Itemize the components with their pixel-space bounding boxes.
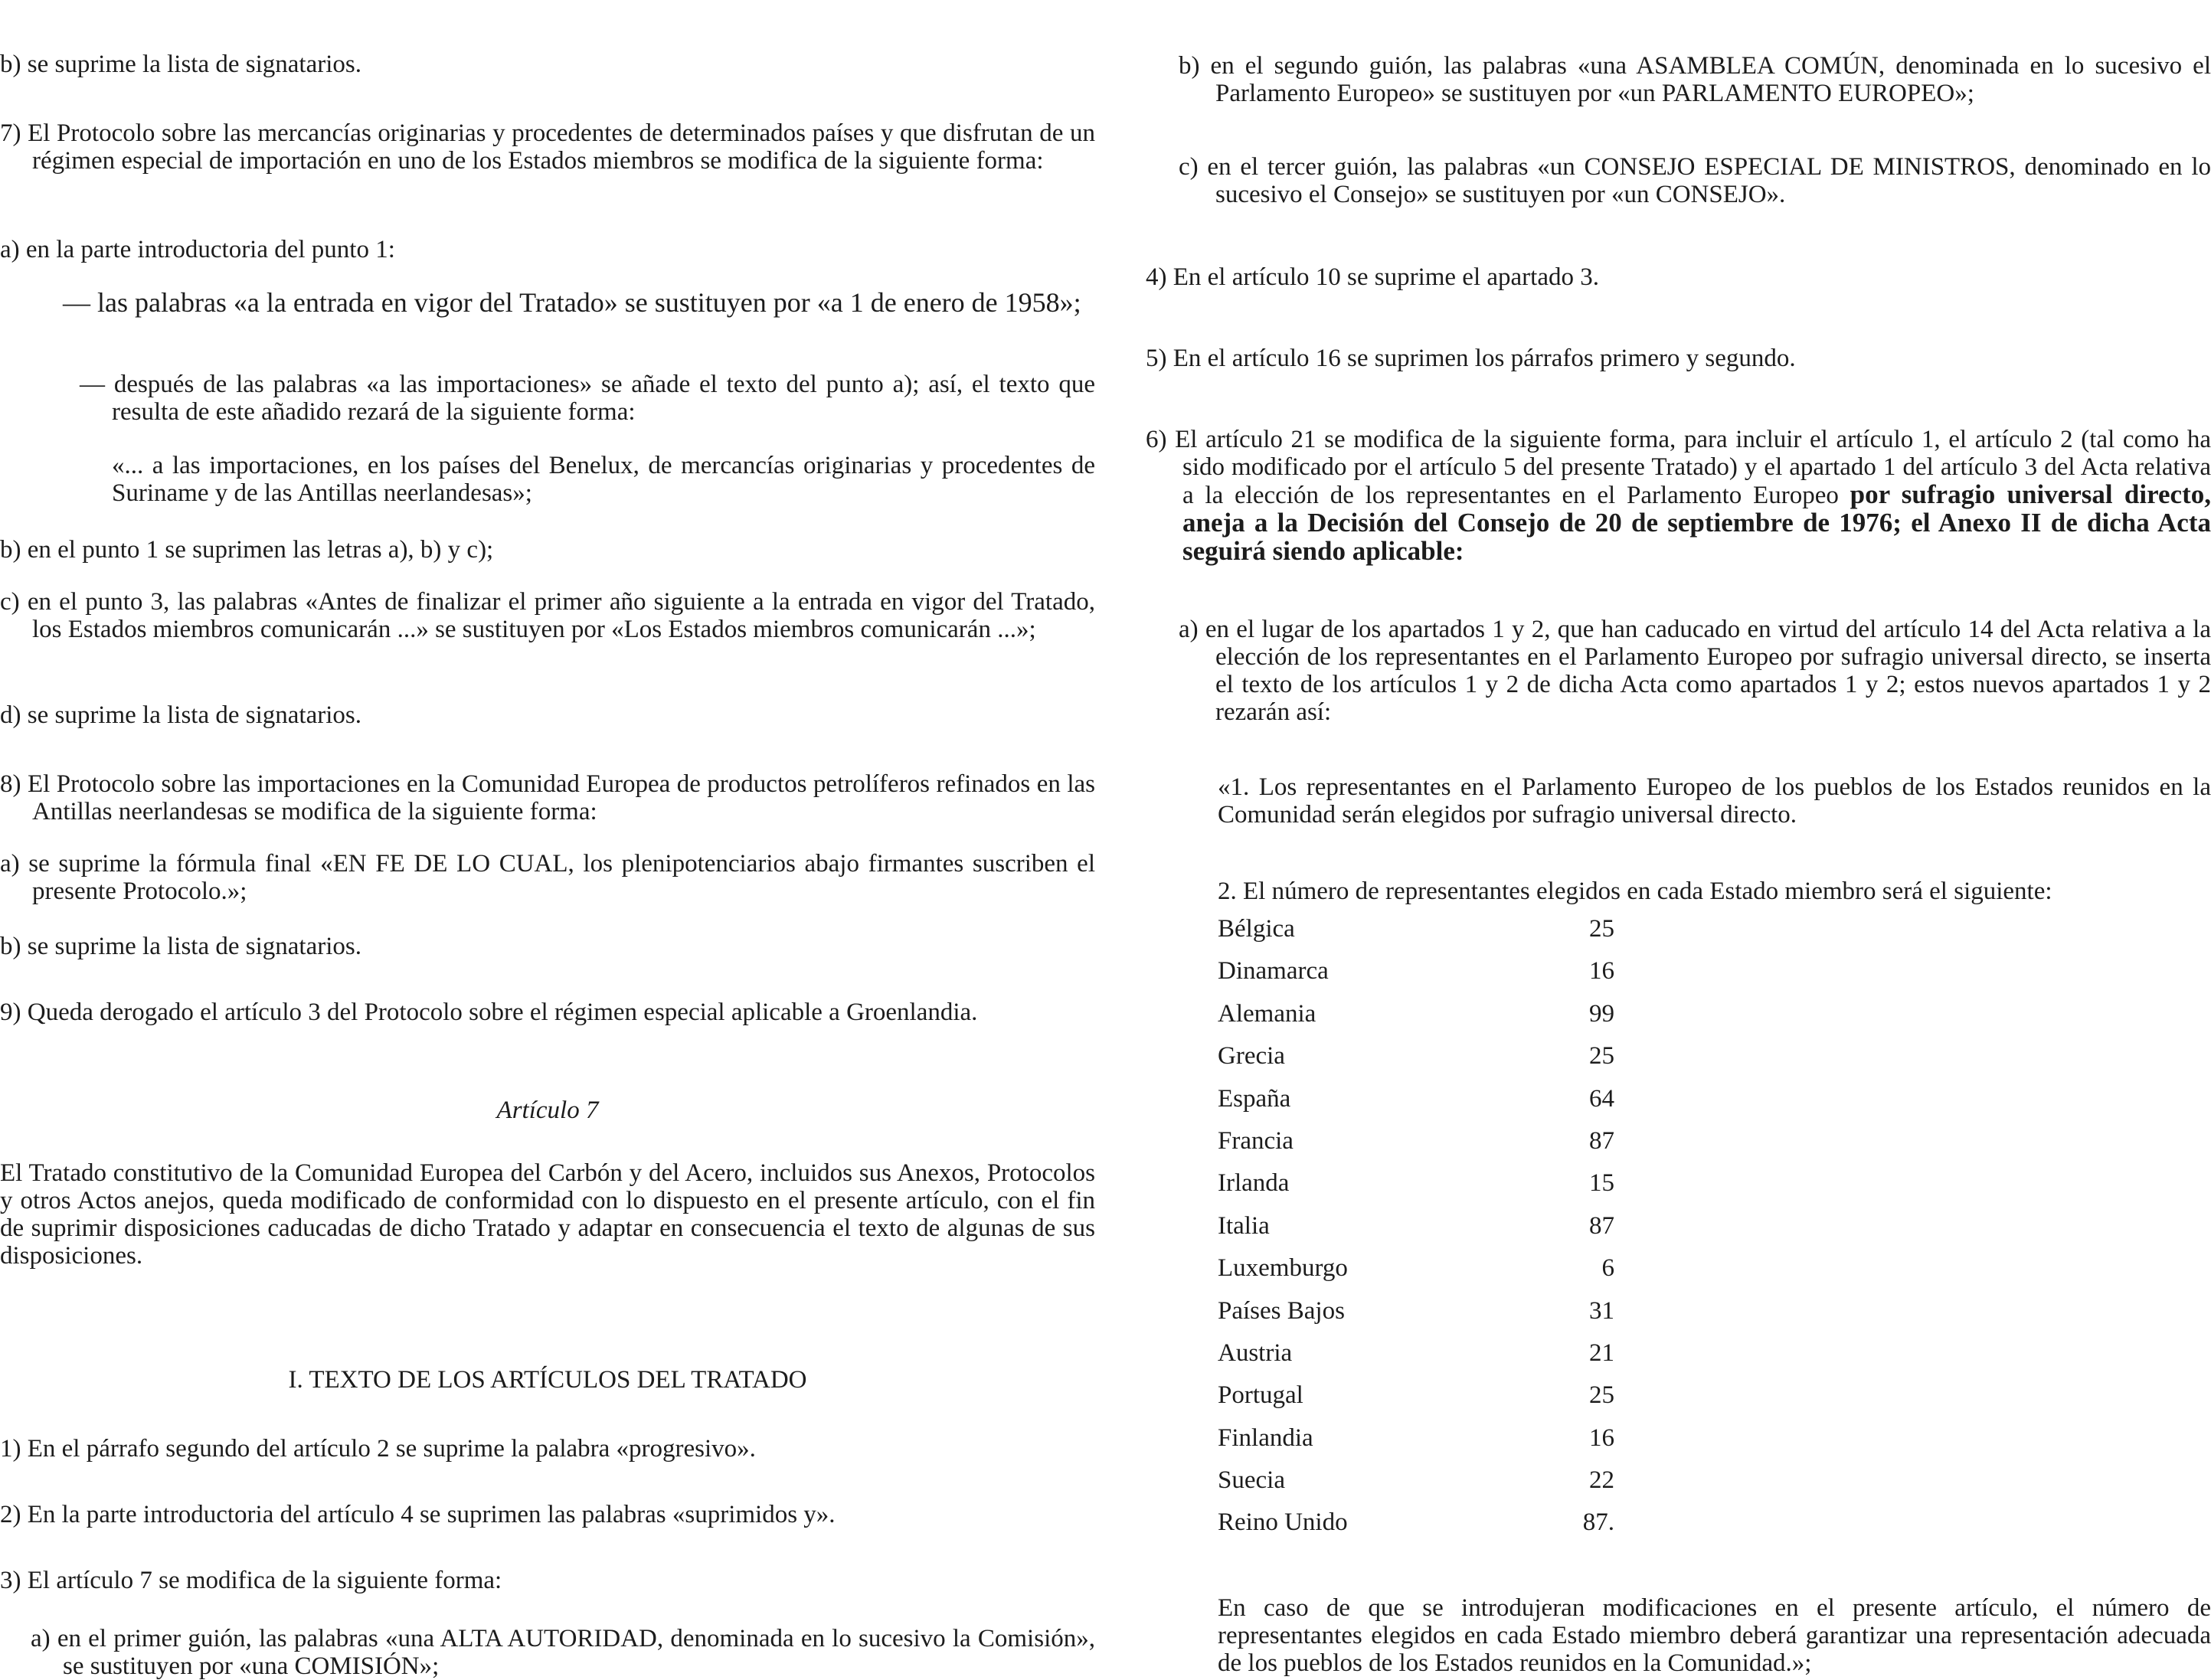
table-row: [1218, 957, 1614, 999]
representatives-count: 25: [1589, 1042, 1614, 1070]
quote-paragraph-2: 2. El número de representantes elegidos en cada Estado miembro será el siguiente:: [1218, 878, 2052, 905]
item-7a-quote: «... a las importaciones, en los países del Benelux, de mercancías originarias y procedentes de Suriname y de las Antillas neerlandesas»;: [112, 452, 1095, 507]
representatives-count: 25: [1589, 915, 1614, 943]
representatives-count: 16: [1589, 957, 1614, 985]
table-row: [1218, 1254, 1614, 1296]
representatives-count: 87.: [1582, 1508, 1614, 1537]
representatives-count: 21: [1589, 1338, 1614, 1367]
quote-paragraph-1: «1. Los representantes en el Parlamento Europeo de los pueblos de los Estados reunidos en la Comunidad serán elegidos por sufragio universal directo.: [1218, 773, 2211, 829]
table-row: [1218, 1508, 1614, 1551]
item-b-signatories: b) se suprime la lista de signatarios.: [0, 51, 361, 78]
item-6: [1146, 426, 2211, 566]
country-name: Finlandia: [1218, 1423, 1313, 1452]
table-row: [1218, 1042, 1614, 1084]
table-row: [1218, 1000, 1614, 1042]
representatives-count: 64: [1589, 1084, 1614, 1113]
item-s3: 3) El artículo 7 se modifica de la siguiente forma:: [0, 1567, 502, 1594]
representatives-count: 16: [1589, 1423, 1614, 1452]
representatives-count: 87: [1589, 1126, 1614, 1155]
table-row: [1218, 1466, 1614, 1508]
country-name: Suecia: [1218, 1466, 1285, 1495]
item-3c: c) en el tercer guión, las palabras «un CONSEJO ESPECIAL DE MINISTROS, denominado en lo sucesivo el Consejo» se sustituyen por «un CONSEJO».: [1179, 153, 2211, 208]
representatives-count: 22: [1589, 1466, 1614, 1495]
table-row: [1218, 1297, 1614, 1339]
table-row: [1218, 1127, 1614, 1169]
item-7a-dash-2: — después de las palabras «a las importaciones» se añade el texto del punto a); así, el texto que resulta de este añadido rezará de la siguiente forma:: [80, 371, 1095, 426]
item-3b: b) en el segundo guión, las palabras «una ASAMBLEA COMÚN, denominada en lo sucesivo el Parlamento Europeo» se sustituyen por «un PARLAMENTO EUROPEO»;: [1179, 52, 2211, 107]
item-6-bold-text: por sufragio universal directo, aneja a la Decisión del Consejo de 20 de septiembre de 1976; el Anexo II de dicha Acta seguirá siendo aplicable:: [1182, 479, 2211, 566]
item-8a: a) se suprime la fórmula final «EN FE DE LO CUAL, los plenipotenciarios abajo firmantes suscriben el presente Protocolo.»;: [0, 850, 1095, 905]
table-row: [1218, 1424, 1614, 1466]
item-7: 7) El Protocolo sobre las mercancías originarias y procedentes de determinados países y que disfrutan de un régimen especial de importación en uno de los Estados miembros se modifica de la siguiente forma:: [0, 119, 1095, 175]
closing-paragraph: En caso de que se introdujeran modificaciones en el presente artículo, el número de representantes elegidos en cada Estado miembro deberá garantizar una representación adecuada de los pueblos de los Estados reunidos en la Comunidad.»;: [1218, 1594, 2211, 1677]
item-7a: a) en la parte introductoria del punto 1:: [0, 236, 395, 263]
table-row: [1218, 1339, 1614, 1381]
table-row: [1218, 1381, 1614, 1423]
country-name: Bélgica: [1218, 915, 1295, 943]
country-name: Reino Unido: [1218, 1508, 1348, 1537]
item-7c: c) en el punto 3, las palabras «Antes de finalizar el primer año siguiente a la entrada en vigor del Tratado, los Estados miembros comunicarán ...» se sustituyen por «Los Estados miembros comunicarán ...»;: [0, 588, 1095, 643]
country-name: Francia: [1218, 1126, 1294, 1155]
representatives-table: [1218, 915, 1614, 1551]
country-name: Portugal: [1218, 1381, 1303, 1410]
table-row: [1218, 1212, 1614, 1254]
country-name: Italia: [1218, 1211, 1270, 1240]
country-name: Austria: [1218, 1338, 1293, 1367]
item-7d: d) se suprime la lista de signatarios.: [0, 701, 361, 729]
country-name: Dinamarca: [1218, 957, 1329, 985]
item-6-text: 6) El artículo 21 se modifica de la siguiente forma, para incluir el artículo 1, el artículo 2 (tal como ha sido modificado por el artículo 5 del presente Tratado) y el apartado 1 del artículo 3 del Acta relativa a la elección de los representantes en el Parlamento Europeo: [1146, 426, 2211, 509]
item-s1: 1) En el párrafo segundo del artículo 2 se suprime la palabra «progresivo».: [0, 1435, 756, 1463]
representatives-count: 6: [1601, 1254, 1614, 1283]
country-name: Alemania: [1218, 999, 1316, 1028]
item-8b: b) se suprime la lista de signatarios.: [0, 933, 361, 960]
representatives-count: 87: [1589, 1211, 1614, 1240]
representatives-count: 99: [1589, 999, 1614, 1028]
item-6a: a) en el lugar de los apartados 1 y 2, que han caducado en virtud del artículo 14 del Acta relativa a la elección de los representantes en el Parlamento Europeo por sufragio universal directo, se inserta el texto de los artículos 1 y 2 de dicha Acta como apartados 1 y 2; estos nuevos apartados 1 y 2 rezarán así:: [1179, 616, 2211, 726]
representatives-count: 15: [1589, 1169, 1614, 1198]
item-s3a: a) en el primer guión, las palabras «una ALTA AUTORIDAD, denominada en lo sucesivo la Comisión», se sustituyen por «una COMISIÓN»;: [31, 1625, 1095, 1680]
item-7b: b) en el punto 1 se suprimen las letras a), b) y c);: [0, 536, 494, 564]
item-9: 9) Queda derogado el artículo 3 del Protocolo sobre el régimen especial aplicable a Groenlandia.: [0, 999, 978, 1026]
article-7-heading: Artículo 7: [496, 1097, 599, 1124]
table-row: [1218, 915, 1614, 957]
item-7a-dash-1: — las palabras «a la entrada en vigor del Tratado» se sustituyen por «a 1 de enero de 1958»;: [63, 287, 1081, 318]
country-name: España: [1218, 1084, 1291, 1113]
country-name: Irlanda: [1218, 1169, 1290, 1198]
representatives-count: 31: [1589, 1296, 1614, 1325]
section-heading: I. TEXTO DE LOS ARTÍCULOS DEL TRATADO: [288, 1366, 807, 1394]
country-name: Luxemburgo: [1218, 1254, 1348, 1283]
item-5: 5) En el artículo 16 se suprimen los párrafos primero y segundo.: [1146, 345, 1796, 372]
table-row: [1218, 1169, 1614, 1211]
item-4: 4) En el artículo 10 se suprime el apartado 3.: [1146, 263, 1599, 291]
country-name: Países Bajos: [1218, 1296, 1345, 1325]
country-name: Grecia: [1218, 1042, 1285, 1070]
item-8: 8) El Protocolo sobre las importaciones en la Comunidad Europea de productos petrolíferos refinados en las Antillas neerlandesas se modifica de la siguiente forma:: [0, 770, 1095, 825]
article-7-body: El Tratado constitutivo de la Comunidad Europea del Carbón y del Acero, incluidos sus Anexos, Protocolos y otros Actos anejos, queda modificado de conformidad con lo dispuesto en el presente artículo, con el fin de suprimir disposiciones caducadas de dicho Tratado y adaptar en consecuencia el texto de algunas de sus disposiciones.: [0, 1159, 1095, 1270]
representatives-count: 25: [1589, 1381, 1614, 1410]
table-row: [1218, 1085, 1614, 1127]
item-s2: 2) En la parte introductoria del artículo 4 se suprimen las palabras «suprimidos y».: [0, 1501, 836, 1528]
